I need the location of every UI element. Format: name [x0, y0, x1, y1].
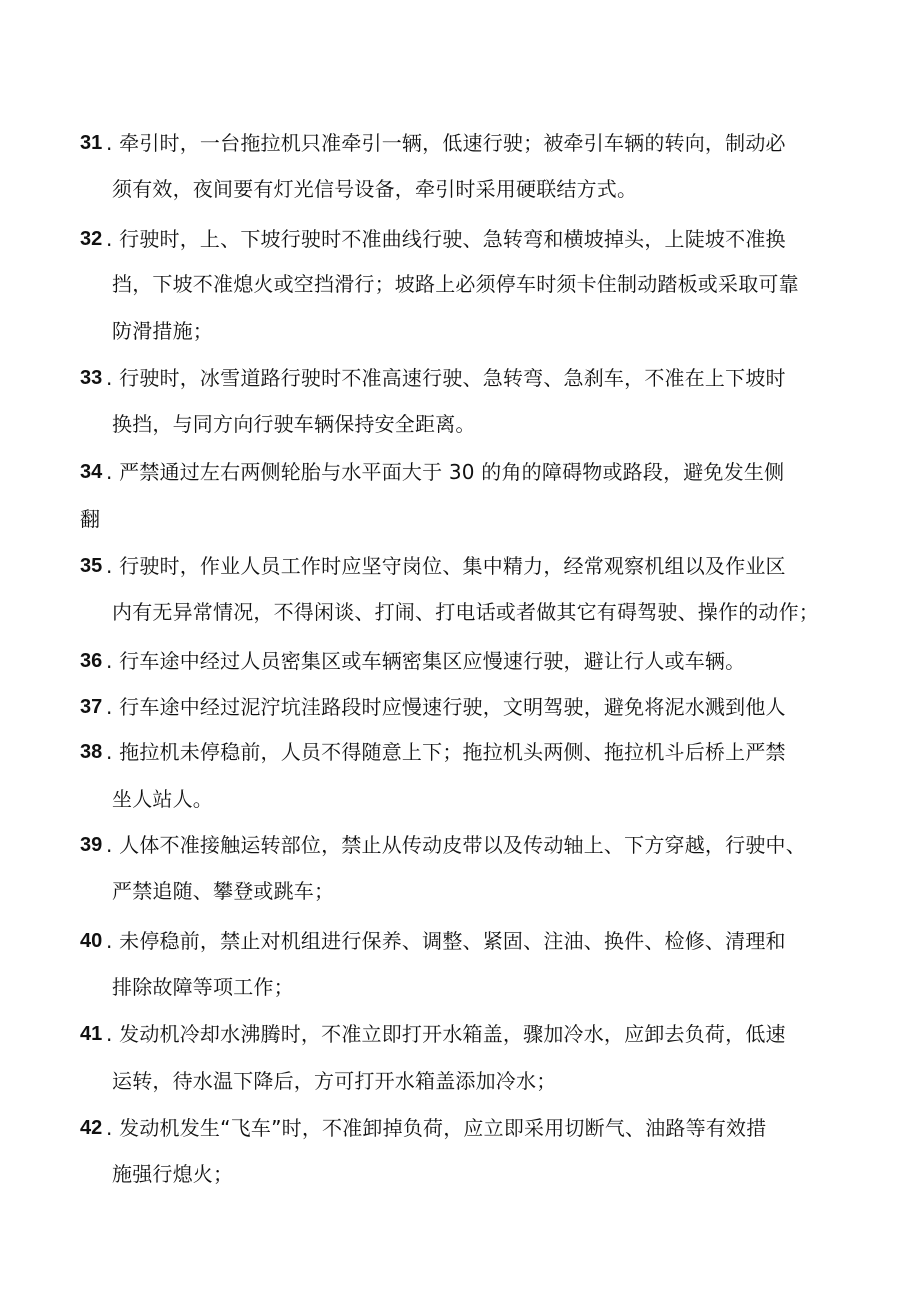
- item-line: . 行车途中经过泥泞坑洼路段时应慢速行驶，文明驾驶，避免将泥水溅到他人: [106, 695, 786, 719]
- item-line: 换挡，与同方向行驶车辆保持安全距离。: [112, 412, 476, 436]
- item-line: . 牵引时，一台拖拉机只准牵引一辆，低速行驶；被牵引车辆的转向，制动必: [106, 131, 786, 155]
- item-line: 施强行熄火；: [112, 1162, 234, 1186]
- item-number: 41: [80, 1023, 103, 1045]
- item-line: . 严禁通过左右两侧轮胎与水平面大于 30 的角的障碍物或路段，避免发生侧: [106, 460, 785, 484]
- item-line: 内有无异常情况，不得闲谈、打闹、打电话或者做其它有碍驾驶、操作的动作；: [112, 600, 819, 624]
- item-number: 33: [80, 367, 103, 389]
- item-line: 防滑措施；: [112, 319, 213, 343]
- item-number: 31: [80, 132, 103, 154]
- item-number: 40: [80, 930, 103, 952]
- item-number: 32: [80, 228, 103, 250]
- item-line: . 发动机冷却水沸腾时，不准立即打开水箱盖，骤加冷水，应卸去负荷，低速: [106, 1022, 786, 1046]
- item-line: . 行驶时，作业人员工作时应坚守岗位、集中精力，经常观察机组以及作业区: [106, 554, 786, 578]
- item-number: 38: [80, 741, 103, 763]
- item-line: 挡，下坡不准熄火或空挡滑行；坡路上必须停车时须卡住制动踏板或采取可靠: [112, 272, 799, 296]
- item-line: . 行车途中经过人员密集区或车辆密集区应慢速行驶，避让行人或车辆。: [106, 649, 746, 673]
- item-line: 须有效，夜间要有灯光信号设备，牵引时采用硬联结方式。: [112, 177, 638, 201]
- item-line: . 人体不准接触运转部位，禁止从传动皮带以及传动轴上、下方穿越，行驶中、: [106, 833, 806, 857]
- item-number: 35: [80, 555, 103, 577]
- item-number: 36: [80, 650, 103, 672]
- item-number: 37: [80, 696, 103, 718]
- item-line: 运转，待水温下降后，方可打开水箱盖添加冷水；: [112, 1069, 557, 1093]
- item-line: . 行驶时，冰雪道路行驶时不准高速行驶、急转弯、急刹车，不准在上下坡时: [106, 366, 786, 390]
- item-line: 排除故障等项工作；: [112, 975, 294, 999]
- item-line: . 行驶时，上、下坡行驶时不准曲线行驶、急转弯和横坡掉头，上陡坡不准换: [106, 227, 786, 251]
- item-line: 严禁追随、攀登或跳车；: [112, 879, 335, 903]
- item-number: 34: [80, 461, 103, 483]
- item-line: . 发动机发生“飞车”时，不准卸掉负荷，应立即采用切断气、油路等有效措: [106, 1116, 767, 1140]
- item-line: . 拖拉机未停稳前，人员不得随意上下；拖拉机头两侧、拖拉机斗后桥上严禁: [106, 740, 786, 764]
- item-number: 42: [80, 1117, 103, 1139]
- item-line: 坐人站人。: [112, 787, 213, 811]
- item-line: . 未停稳前，禁止对机组进行保养、调整、紧固、注油、换件、检修、清理和: [106, 929, 786, 953]
- item-number: 39: [80, 834, 103, 856]
- item-line: 翻: [80, 507, 101, 531]
